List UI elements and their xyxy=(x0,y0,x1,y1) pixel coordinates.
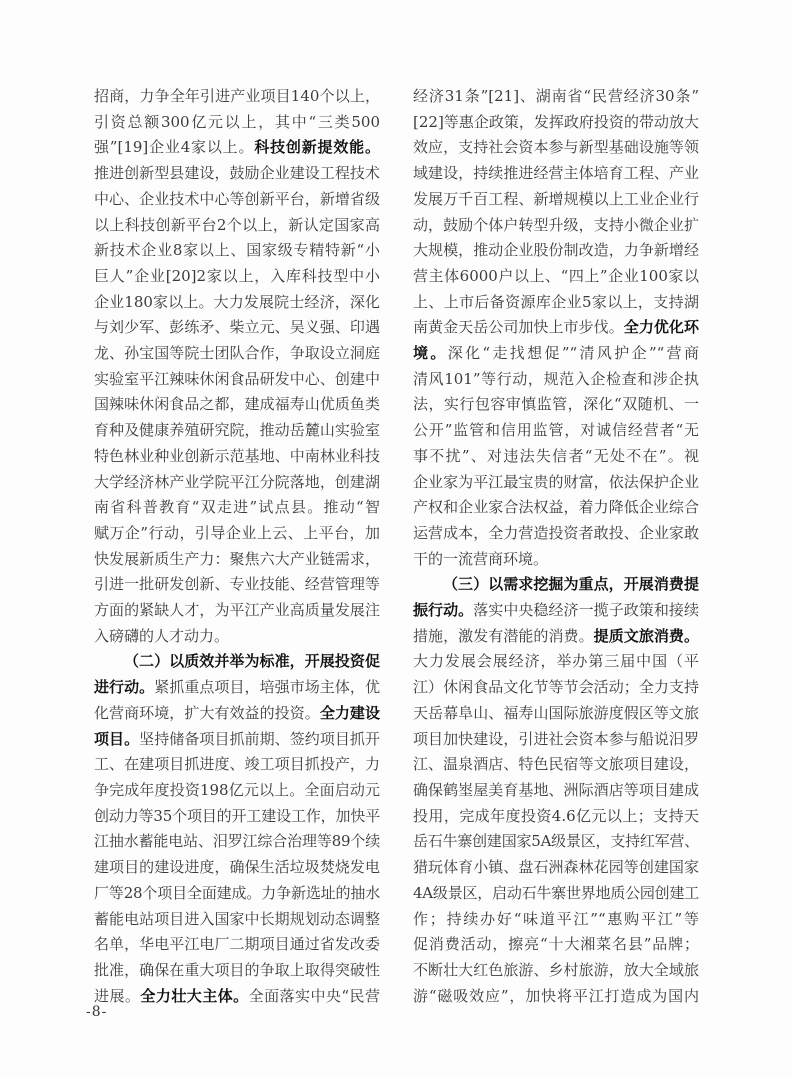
text-line xyxy=(94,238,380,264)
body-text: 上、上市后备资源库企业5家以上，支持湖 xyxy=(413,292,699,311)
body-text: 游“磁吸效应”，加快将平江打造成为国内 xyxy=(413,986,699,1005)
body-text: 与刘少军、彭练矛、柴立元、吴义强、印遇 xyxy=(94,318,380,337)
body-text: 运营成本，全力营造投资者敢投、企业家敢 xyxy=(413,523,699,542)
body-text: 落实中央稳经济一揽子政策和接续 xyxy=(473,601,699,620)
body-text: 争完成年度投资198亿元以上。全面启动元 xyxy=(94,780,380,799)
body-text: 建项目的建设进度，确保生活垃圾焚烧发电 xyxy=(94,858,380,877)
bold-heading-text: 全力壮大主体。 xyxy=(140,986,249,1005)
body-text: 4A级景区，启动石牛寨世界地质公园创建工 xyxy=(413,883,699,902)
text-line xyxy=(94,418,380,444)
text-line xyxy=(94,110,380,136)
body-text: 南省科普教育“双走进”试点县。推动“智 xyxy=(94,498,380,517)
text-line xyxy=(94,572,380,598)
body-text: 天岳幕阜山、福寿山国际旅游度假区等文旅 xyxy=(413,703,699,722)
text-line xyxy=(94,213,380,239)
body-text: 以上科技创新平台2个以上，新认定国家高 xyxy=(94,215,380,234)
text-line xyxy=(413,367,699,393)
text-line xyxy=(413,572,699,598)
body-text: 蓄能电站项目进入国家中长期规划动态调整 xyxy=(94,909,380,928)
text-line xyxy=(94,649,380,675)
body-text: 大规模，推动企业股份制改造，力争新增经 xyxy=(413,241,699,260)
body-text: 新技术企业8家以上、国家级专精特新“小 xyxy=(94,241,380,260)
body-text: 深化“走找想促”“清风护企”“营商 xyxy=(447,344,699,363)
body-text: 紧抓重点项目，培强市场主体，优 xyxy=(154,678,380,697)
body-text: 化营商环境，扩大有效益的投资。 xyxy=(94,703,320,722)
text-line xyxy=(94,495,380,521)
body-text: 域建设，持续推进经营主体培育工程、产业 xyxy=(413,164,699,183)
text-line xyxy=(94,367,380,393)
body-text: 清风101”等行动，规范入企检查和涉企执 xyxy=(413,369,699,388)
body-text: 龙、孙宝国等院士团队合作，争取设立洞庭 xyxy=(94,344,380,363)
text-line xyxy=(94,675,380,701)
body-text: 强”[19]企业4家以上。 xyxy=(94,138,255,157)
body-text: 作；持续办好“味道平江”“惠购平江”等 xyxy=(413,909,699,928)
bold-heading-text: 振行动。 xyxy=(413,601,474,620)
text-line xyxy=(413,727,699,753)
text-line xyxy=(94,727,380,753)
body-text: 进展。 xyxy=(94,986,141,1005)
body-text: 创动力等35个项目的开工建设工作，加快平 xyxy=(94,806,380,825)
text-line xyxy=(413,238,699,264)
text-line xyxy=(413,984,699,1010)
body-text: 促消费活动，擦亮“十大湘菜名县”品牌； xyxy=(413,935,699,954)
body-text: 法，实行包容审慎监管，深化“双随机、一 xyxy=(413,395,699,414)
body-text: 名单，华电平江电厂二期项目通过省发改委 xyxy=(94,935,380,954)
text-line xyxy=(94,290,380,316)
text-line xyxy=(413,521,699,547)
body-text: 项目加快建设，引进社会资本参与船说汨罗 xyxy=(413,729,699,748)
text-line xyxy=(413,598,699,624)
body-text: 引进一批研发创新、专业技能、经营管理等 xyxy=(94,575,380,594)
text-line xyxy=(94,187,380,213)
body-text: [22]等惠企政策，发挥政府投资的带动放大 xyxy=(413,112,699,131)
text-line xyxy=(413,649,699,675)
bold-heading-text: 提质文旅消费。 xyxy=(593,626,699,645)
text-line xyxy=(413,778,699,804)
text-line xyxy=(413,881,699,907)
bold-heading-text: 项目。 xyxy=(94,729,140,748)
text-line xyxy=(413,341,699,367)
body-text: 方面的紧缺人才，为平江产业高质量发展注 xyxy=(94,601,380,620)
text-line xyxy=(413,187,699,213)
text-line xyxy=(413,264,699,290)
text-line xyxy=(413,855,699,881)
text-line xyxy=(413,495,699,521)
text-line xyxy=(94,161,380,187)
text-line xyxy=(94,84,380,110)
text-line xyxy=(94,521,380,547)
text-line xyxy=(413,701,699,727)
bold-heading-text: 境。 xyxy=(413,344,448,363)
text-line xyxy=(413,547,699,573)
body-text: 大学经济林产业学院平江分院落地，创建湖 xyxy=(94,472,380,491)
text-line xyxy=(413,829,699,855)
text-line xyxy=(94,701,380,727)
bold-heading-text: （二）以质效并举为标准，开展投资促 xyxy=(124,652,380,671)
body-text: 坚持储备项目抓前期、签约项目抓开 xyxy=(139,729,380,748)
text-line xyxy=(413,932,699,958)
text-line xyxy=(94,392,380,418)
text-line xyxy=(413,110,699,136)
text-line xyxy=(94,804,380,830)
text-line xyxy=(413,213,699,239)
bold-heading-text: 全力优化环 xyxy=(623,318,699,337)
body-text: 入磅礴的人才动力。 xyxy=(94,626,230,645)
text-line xyxy=(413,804,699,830)
text-line xyxy=(413,290,699,316)
text-line xyxy=(94,958,380,984)
text-line xyxy=(413,418,699,444)
body-text: 不断壮大红色旅游、乡村旅游，放大全域旅 xyxy=(413,960,699,979)
body-text: 特色林业种业创新示范基地、中南林业科技 xyxy=(94,446,380,465)
body-text: 实验室平江辣味休闲食品研发中心、创建中 xyxy=(94,369,380,388)
body-text: 措施，激发有潜能的消费。 xyxy=(413,626,594,645)
body-text: 国辣味休闲食品之都，建成福寿山优质鱼类 xyxy=(94,395,380,414)
text-line xyxy=(413,624,699,650)
body-text: 确保鹤埊屋美育基地、洲际酒店等项目建成 xyxy=(413,780,699,799)
bold-heading-text: 科技创新提效能。 xyxy=(254,138,380,157)
text-line xyxy=(413,907,699,933)
body-text: 育种及健康养殖研究院，推动岳麓山实验室 xyxy=(94,421,380,440)
page-number: -8- xyxy=(86,1004,108,1020)
body-text: 经济31条”[21]、湖南省“民营经济30条” xyxy=(413,87,699,105)
body-text: 批准，确保在重大项目的争取上取得突破性 xyxy=(94,960,380,979)
body-text: 企业180家以上。大力发展院士经济，深化 xyxy=(94,292,380,311)
body-text: 巨人”企业[20]2家以上，入库科技型中小 xyxy=(94,266,380,285)
text-line xyxy=(94,932,380,958)
body-text: 南黄金天岳公司加快上市步伐。 xyxy=(413,318,624,337)
text-line xyxy=(413,392,699,418)
body-text: 发展万千百工程、新增规模以上工业企业行 xyxy=(413,189,699,208)
text-line xyxy=(94,264,380,290)
body-text: 招商，力争全年引进产业项目140个以上， xyxy=(94,87,380,105)
text-line xyxy=(94,598,380,624)
text-line xyxy=(413,958,699,984)
left-column xyxy=(94,84,380,1009)
bold-heading-text: 进行动。 xyxy=(94,678,155,697)
text-line xyxy=(94,855,380,881)
body-text: 全面落实中央“民营 xyxy=(248,986,380,1005)
text-line xyxy=(413,470,699,496)
body-text: 厂等28个项目全面建成。力争新选址的抽水 xyxy=(94,883,380,902)
body-text: 效应，支持社会资本参与新型基础设施等领 xyxy=(413,138,699,157)
body-text: 引资总额300亿元以上，其中“三类500 xyxy=(94,112,380,131)
text-line xyxy=(94,135,380,161)
body-text: 中心、企业技术中心等创新平台，新增省级 xyxy=(94,189,380,208)
body-text: 营主体6000户以上、“四上”企业100家以 xyxy=(413,266,699,285)
text-line xyxy=(413,135,699,161)
text-line xyxy=(413,752,699,778)
text-line xyxy=(94,829,380,855)
body-text: 快发展新质生产力：聚焦六大产业链需求， xyxy=(94,549,380,568)
text-line xyxy=(413,84,699,110)
body-text: 投用，完成年度投资4.6亿元以上；支持天 xyxy=(413,806,699,825)
body-text: 干的一流营商环境。 xyxy=(413,549,549,568)
body-text: 企业家为平江最宝贵的财富，依法保护企业 xyxy=(413,472,699,491)
text-line xyxy=(413,161,699,187)
body-text: 工、在建项目抓进度、竣工项目抓投产，力 xyxy=(94,755,380,774)
text-line xyxy=(94,984,380,1010)
text-line xyxy=(413,675,699,701)
text-line xyxy=(94,341,380,367)
text-line xyxy=(94,778,380,804)
text-line xyxy=(94,752,380,778)
body-text: 江、温泉酒店、特色民宿等文旅项目建设， xyxy=(413,755,699,774)
body-text: 公开”监管和信用监管，对诚信经营者“无 xyxy=(413,421,699,440)
body-text: 猎玩体育小镇、盘石洲森林花园等创建国家 xyxy=(413,858,699,877)
text-line xyxy=(94,315,380,341)
text-line xyxy=(413,315,699,341)
body-text: 动，鼓励个体户转型升级，支持小微企业扩 xyxy=(413,215,699,234)
bold-heading-text: 全力建设 xyxy=(319,703,380,722)
body-text: 事不扰”、对违法失信者“无处不在”。视 xyxy=(413,446,699,465)
body-text: 大力发展会展经济，举办第三届中国（平 xyxy=(413,652,699,671)
right-column xyxy=(413,84,699,1009)
body-text: 江）休闲食品文化节等节会活动；全力支持 xyxy=(413,678,699,697)
text-line xyxy=(413,444,699,470)
text-line xyxy=(94,624,380,650)
body-text: 推进创新型县建设，鼓励企业建设工程技术 xyxy=(94,164,380,183)
text-line xyxy=(94,547,380,573)
body-text: 赋万企”行动，引导企业上云、上平台，加 xyxy=(94,523,380,542)
text-line xyxy=(94,470,380,496)
body-text: 江抽水蓄能电站、汨罗江综合治理等89个续 xyxy=(94,832,380,851)
text-line xyxy=(94,881,380,907)
text-line xyxy=(94,444,380,470)
body-text: 岳石牛寨创建国家5A级景区，支持红军营、 xyxy=(413,832,699,851)
body-text: 产权和企业家合法权益，着力降低企业综合 xyxy=(413,498,699,517)
bold-heading-text: （三）以需求挖掘为重点，开展消费提 xyxy=(443,575,699,594)
text-line xyxy=(94,907,380,933)
